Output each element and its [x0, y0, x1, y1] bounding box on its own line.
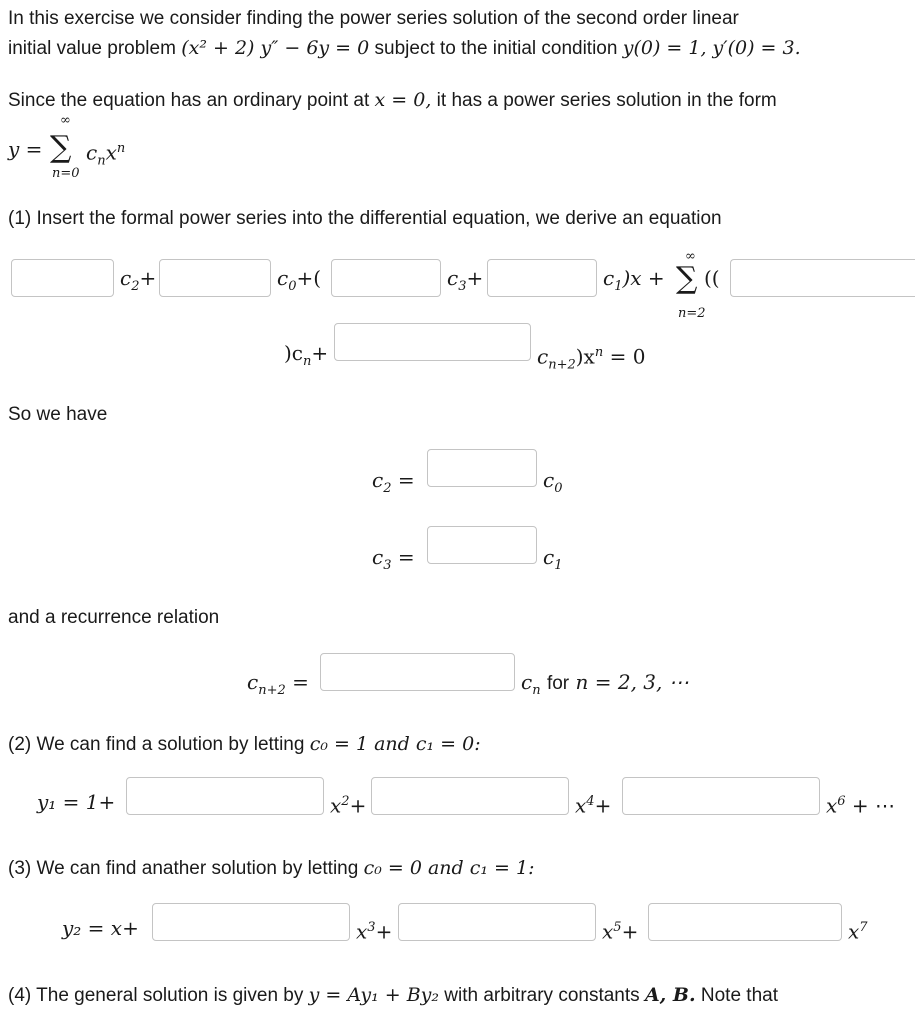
y1-x4-coef-input[interactable]	[371, 777, 569, 815]
sum-coef-input-1[interactable]	[730, 259, 915, 297]
step2-line	[8, 732, 481, 757]
recurrence-tail: $c_n$ for n = 2, 3, ⋯	[521, 670, 689, 698]
constants: A, B.	[644, 984, 696, 1006]
cn-term: )$c_n+$	[284, 341, 329, 369]
c3-plus: +	[466, 266, 484, 290]
sigma-icon: ∑	[50, 130, 72, 165]
c2-plus: +	[139, 266, 157, 290]
y2-x7-coef-input[interactable]	[648, 903, 842, 941]
open-paren: ((	[704, 266, 720, 290]
so-we-have: So we have	[8, 404, 108, 425]
y1-tail: + ⋯	[851, 793, 896, 818]
c2-term: $c_2+$	[120, 266, 157, 294]
step2-text: (2) We can find a solution by letting	[8, 734, 305, 755]
cn-paren: )c	[284, 341, 304, 365]
y1-label: y₁ = 1+	[37, 790, 116, 814]
ode-equation: (x² + 2) y″ − 6y = 0	[181, 37, 370, 59]
step3-text: (3) We can find anather solution by letting	[8, 858, 359, 879]
c3-eq-sign: =	[397, 545, 415, 569]
c2-label-c: c	[372, 468, 384, 492]
cn-plus: +	[311, 341, 329, 365]
intro-line-1: In this exercise we consider finding the power series solution of the second order linear	[8, 8, 739, 29]
c3-label: $c_3$ =	[372, 545, 415, 573]
series-sum-upper: ∞	[60, 113, 71, 128]
coef-c1-input[interactable]	[487, 259, 597, 297]
cn2-tail-paren: )x	[575, 344, 595, 369]
x5-term: $x^5+$	[602, 919, 639, 944]
y-equals: y =	[8, 137, 43, 161]
for-text: for	[546, 673, 570, 694]
ordinary-text-b: it has a power series solution in the form	[436, 90, 777, 111]
c1-term: $c_1)x$ +	[603, 266, 665, 294]
ordinary-point: x = 0,	[374, 89, 432, 111]
x2-term: $x^2+$	[330, 793, 367, 818]
x6-term: $x^6$ + ⋯	[826, 793, 896, 818]
c3-term: $c_3+$	[447, 266, 484, 294]
c0-label: $c_0$	[543, 468, 563, 496]
step4-line	[8, 983, 778, 1008]
recurrence-text: and a recurrence relation	[8, 607, 220, 628]
step1-heading: (1) Insert the formal power series into the differential equation, we derive an equation	[8, 208, 722, 229]
coef-c2-input[interactable]	[11, 259, 114, 297]
c2-value-input[interactable]	[427, 449, 537, 487]
sum-lower: n=2	[678, 306, 706, 321]
coef-c3-input[interactable]	[331, 259, 441, 297]
y2-x3-coef-input[interactable]	[152, 903, 350, 941]
intro-line-2	[8, 36, 801, 61]
step3-line	[8, 856, 534, 881]
sum-coef-input-2[interactable]	[334, 323, 531, 361]
c1-x-plus: )x +	[622, 266, 665, 290]
step4-text-c: Note that	[700, 985, 778, 1006]
c3-value-input[interactable]	[427, 526, 537, 564]
series-sum-lower: n=0	[52, 166, 80, 181]
ordinary-text-a: Since the equation has an ordinary point at	[8, 90, 370, 111]
step4-text-b: with arbitrary constants	[444, 985, 640, 1006]
x3-term: $x^3+$	[356, 919, 393, 944]
cn2-label: $c_{n+2}$ =	[247, 670, 309, 698]
y1-x6-coef-input[interactable]	[622, 777, 820, 815]
y2-x5-coef-input[interactable]	[398, 903, 596, 941]
ordinary-line	[8, 88, 777, 113]
y2-label: y₂ = x+	[62, 916, 139, 940]
intro-line-2-text: initial value problem	[8, 38, 176, 59]
c3-label-c: c	[372, 545, 384, 569]
step2-cond: c₀ = 1 and c₁ = 0:	[309, 733, 481, 755]
c0-paren: +(	[296, 266, 322, 290]
c0-term: $c_0+$(	[277, 266, 322, 294]
intro-line-2-text2: subject to the initial condition	[374, 38, 618, 59]
step4-text-a: (4) The general solution is given by	[8, 985, 304, 1006]
cn2-term: $c_{n+2})x^n = 0$	[537, 344, 646, 373]
sum-upper: ∞	[685, 249, 696, 264]
c2-label: $c_2$ =	[372, 468, 415, 496]
c2-eq-sign: =	[397, 468, 415, 492]
series-term-c: c	[86, 140, 98, 165]
x7-term: $x^7$	[848, 919, 868, 944]
coef-c0-input[interactable]	[159, 259, 271, 297]
initial-condition: y(0) = 1, y′(0) = 3.	[622, 37, 801, 59]
general-solution: y = Ay₁ + By₂	[308, 984, 440, 1006]
y1-x2-coef-input[interactable]	[126, 777, 324, 815]
sigma-icon: ∑	[676, 261, 698, 296]
x4-term: $x^4+$	[575, 793, 612, 818]
recurrence-input[interactable]	[320, 653, 515, 691]
eq-zero: = 0	[609, 344, 646, 369]
n-range: n = 2, 3, ⋯	[575, 670, 689, 694]
c1-label: $c_1$	[543, 545, 563, 573]
step3-cond: c₀ = 0 and c₁ = 1:	[363, 857, 535, 879]
series-term: $c_nx^n$	[86, 140, 126, 169]
